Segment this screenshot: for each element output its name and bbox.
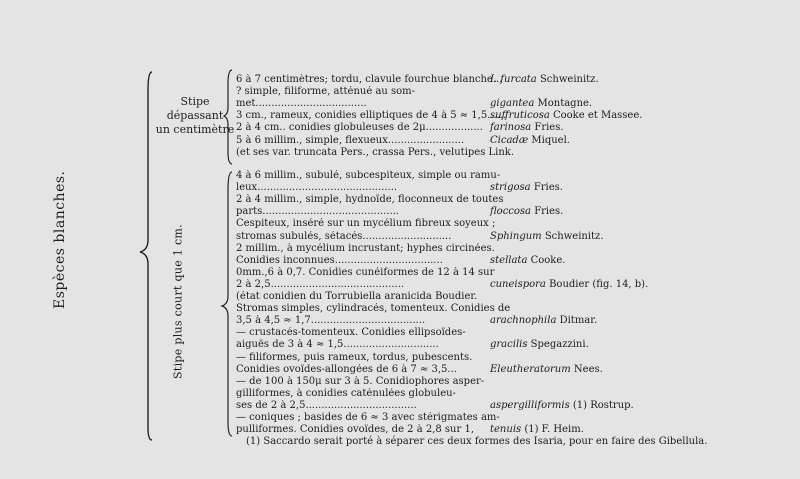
entry-text: 2 à 4 cm.. conidies globuleuses de 2μ.................. — [236, 122, 483, 134]
species-name — [490, 206, 750, 218]
group2-brace — [222, 172, 232, 436]
species-epithet: tenuis — [490, 424, 522, 436]
entry-text: 5 à 6 millim., simple, flexueux........................ — [236, 134, 465, 146]
entry-text: 3,5 à 4,5 ≈ 1,7.................................... — [236, 315, 426, 327]
entry-text: Conidies ovoïdes-allongées de 6 à 7 ≈ 3,5... — [236, 363, 457, 375]
species-authority: Fries. — [531, 206, 564, 218]
species-authority: Spegazzini. — [527, 339, 589, 351]
entry-text: aiguës de 3 à 4 ≈ 1,5.............................. — [236, 339, 439, 351]
species-authority: Cooke. — [527, 254, 566, 266]
species-epithet: farinosa — [490, 122, 532, 134]
species-epithet: floccosa — [490, 206, 532, 218]
stipe-court-label: Stipe plus court que 1 cm. — [171, 224, 185, 379]
entry-text: ses de 2 à 2,5................................... — [236, 399, 417, 411]
species-epithet: gigantea — [490, 98, 535, 110]
species-name — [490, 98, 750, 110]
entry-text: leux............................................ — [236, 182, 398, 194]
species-name — [490, 110, 750, 122]
entry-text: 2 à 2,5.......................................... — [236, 278, 405, 290]
entry-text: 2 à 4 millim., simple, hydnoïde, floconneux de toutes — [236, 194, 504, 206]
stipe-long-label — [150, 95, 240, 137]
species-epithet: Sphingum — [490, 230, 542, 242]
entry-text: pulliformes. Conidies ovoïdes, de 2 à 2,8 sur 1, — [236, 424, 474, 436]
entry-text: 3 cm., rameux, conidies elliptiques de 4 à 5 ≈ 1,5...... — [236, 110, 507, 122]
species-epithet: suffruticosa — [490, 110, 550, 122]
species-epithet: Eleutheratorum — [490, 363, 571, 375]
entry-text: Stromas simples, cylindracés, tomenteux. Conidies de — [236, 303, 511, 315]
entry-text: — crustacés-tomenteux. Conidies ellipsoïdes- — [236, 327, 466, 339]
species-epithet: I. furcata — [490, 74, 537, 85]
species-name — [490, 315, 750, 327]
species-name — [490, 424, 750, 436]
species-name — [490, 255, 750, 267]
species-name — [490, 279, 750, 291]
species-name — [490, 182, 750, 194]
species-epithet: strigosa — [490, 182, 531, 194]
species-name — [490, 74, 750, 86]
species-epithet: stellata — [490, 254, 528, 266]
species-authority: (1) Rostrup. — [569, 399, 634, 411]
species-authority: Schweinitz. — [541, 230, 604, 242]
entry-text: 2 millim., à mycélium incrustant; hyphes circinées. — [236, 242, 495, 254]
species-epithet: Cicadæ — [490, 134, 529, 146]
species-authority: Schweinitz. — [536, 74, 599, 85]
entry-text: stromas subulés, sétacés............................ — [236, 230, 452, 242]
stipe-long-line: un centimètre — [155, 123, 235, 136]
entry-text: (état conidien du Torrubiella aranicida Boudier. — [236, 291, 478, 302]
species-epithet: arachnophila — [490, 315, 557, 327]
species-name — [490, 231, 750, 243]
species-authority: Nees. — [570, 363, 603, 375]
species-name — [490, 122, 750, 134]
entry-text: — filiformes, puis rameux, tordus, pubescents. — [236, 351, 473, 363]
species-authority: Cooke et Massee. — [549, 110, 643, 122]
entry-text: ? simple, filiforme, atténué au som- — [236, 86, 416, 98]
entry-text: 4 à 6 millim., subulé, subcespiteux, simple ou ramu- — [236, 170, 501, 181]
stipe-long-line: Stipe — [180, 95, 210, 108]
entry-text: — coniques ; basides de 6 ≈ 3 avec stérigmates am- — [236, 412, 500, 423]
entry-text: parts........................................... — [236, 206, 399, 218]
entry-text: 0mm.,6 à 0,7. Conidies cunéiformes de 12 à 14 sur — [236, 266, 495, 278]
species-epithet: gracilis — [490, 339, 528, 351]
species-authority: Miquel. — [528, 134, 570, 146]
entry-text: Conidies inconnues.................................. — [236, 254, 443, 266]
entry-text: met................................... — [236, 98, 367, 110]
species-authority: Montagne. — [534, 98, 593, 110]
stipe-long-line: dépassant — [166, 109, 224, 122]
species-authority: Fries. — [531, 122, 564, 134]
entry-text: 6 à 7 centimètres; tordu, clavule fourchue blanche... — [236, 74, 503, 85]
species-epithet: aspergilliformis — [490, 399, 570, 411]
entry-text: — de 100 à 150μ sur 3 à 5. Conidiophores asper- — [236, 375, 485, 387]
entry-text: gilliformes, à conidies caténulées globuleu- — [236, 387, 456, 399]
species-name — [490, 364, 750, 376]
species-name — [490, 135, 750, 147]
species-name — [490, 339, 750, 351]
species-authority: Ditmar. — [556, 315, 598, 327]
especes-blanches-label: Espèces blanches. — [52, 170, 68, 309]
species-authority: Boudier (fig. 14, b). — [545, 278, 649, 290]
entry-text: Cespiteux, inséré sur un mycélium fibreux soyeux ; — [236, 218, 496, 230]
species-name — [490, 400, 750, 412]
species-epithet: cuneispora — [490, 278, 546, 290]
entry-text: (et ses var. truncata Pers., crassa Pers., velutipes Link. — [236, 146, 515, 158]
species-authority: Fries. — [530, 182, 563, 194]
species-authority: (1) F. Heim. — [521, 424, 584, 436]
footnote: (1) Saccardo serait porté à séparer ces deux formes des Isaria, pour en faire des Gibellula. — [246, 436, 708, 447]
